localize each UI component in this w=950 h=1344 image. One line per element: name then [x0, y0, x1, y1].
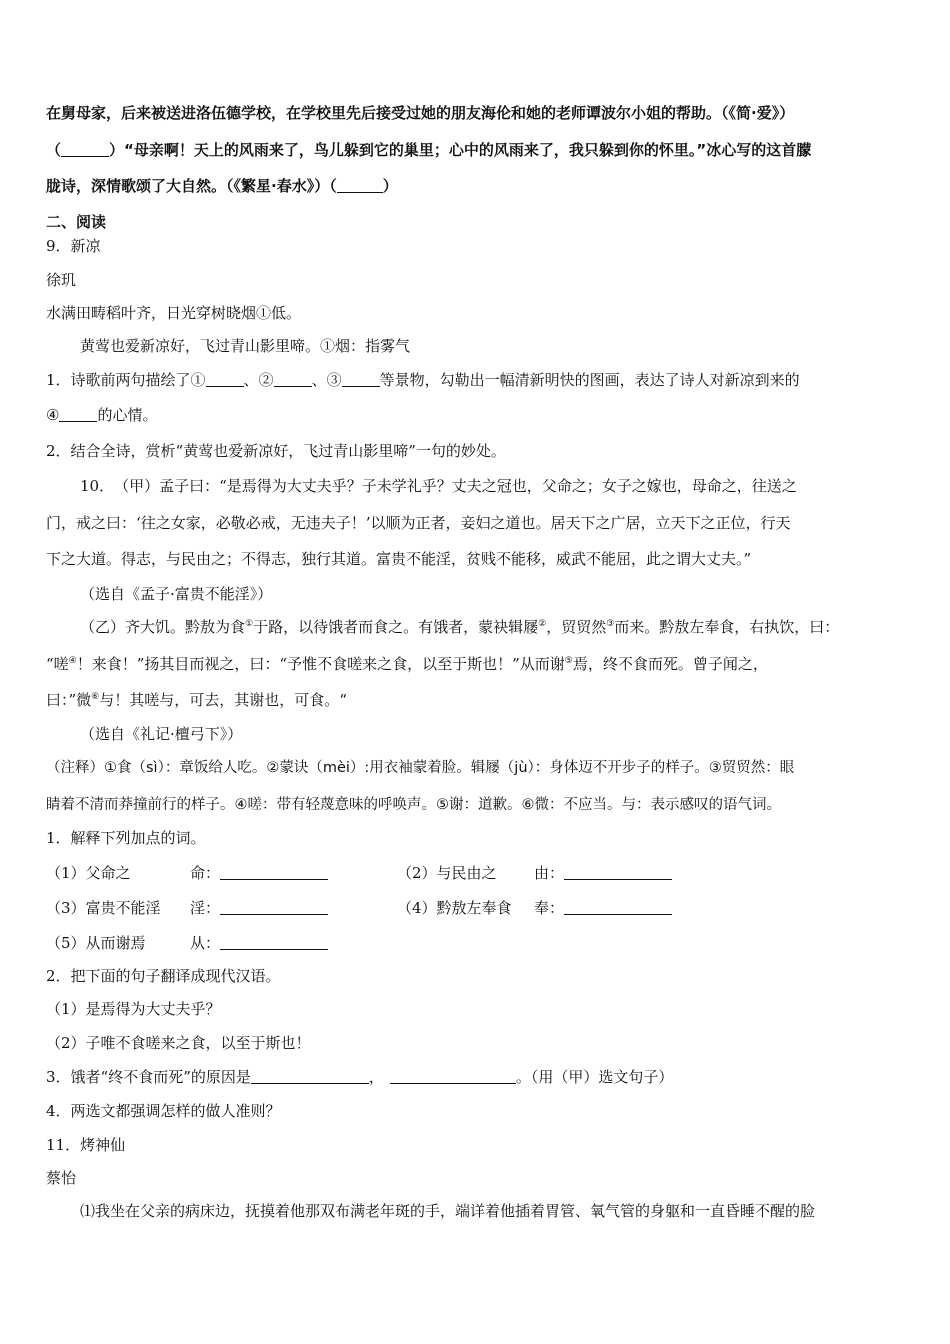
word-row	[46, 933, 886, 953]
text: ）“母亲啊！天上的风雨来了，鸟儿躲到它的巢里；心中的风雨来了，我只躲到你的怀里。”冰心写的这首朦	[109, 141, 812, 159]
answer-blank[interactable]	[220, 865, 328, 880]
word-answer	[534, 863, 672, 883]
answer-blank[interactable]	[390, 1069, 516, 1084]
footnote-mark: ②	[538, 619, 547, 629]
word-label: 从：	[190, 934, 221, 952]
word-item: （1）父命之	[46, 864, 131, 882]
word-item: （2）与民由之	[397, 864, 497, 882]
text: 胧诗，深情歌颂了大自然。（《繁星·春水》）（	[46, 177, 337, 195]
text: ！来食！”扬其目而视之，曰：“予惟不食嗟来之食，以至于斯也！”从而谢	[76, 655, 565, 673]
word-answer	[190, 933, 328, 953]
word-item: （5）从而谢焉	[46, 934, 146, 952]
footnote-mark: ⑤	[564, 656, 573, 666]
word-label: 淫：	[190, 899, 221, 917]
q10-yi-line2	[46, 654, 768, 674]
q10-note-line1: （注释）①食（sì）：章饭给人吃。②蒙诀（mèi）:用衣袖蒙着脸。辑屦（jù）：身体迈不开步子的样子。③贸贸然：眼	[46, 760, 795, 776]
q10-jia-line3: 下之大道。得志，与民由之；不得志，独行其道。富贵不能淫，贫贱不能移，威武不能屈，此之谓大丈夫。”	[46, 550, 752, 568]
text: 。（用（甲）选文句子）	[515, 1068, 674, 1086]
q10-yi-line3	[46, 690, 347, 710]
q9-poem-line2: 黄莺也爱新凉好，飞过青山影里啼。①烟：指雾气	[80, 337, 411, 355]
answer-blank[interactable]	[220, 900, 328, 915]
q9-author: 徐玑	[46, 271, 77, 289]
q10-yi-line1	[80, 617, 839, 637]
q10-note-line2: 睛着不清而莽撞前行的样子。④嗟：带有轻蔑意味的呼唤声。⑤谢：道歉。⑥微：不应当。与：表示感叹的语气词。	[46, 797, 781, 813]
text: 而来。黔敖左奉食，右执饮，曰：	[614, 618, 840, 636]
word-answer	[534, 898, 672, 918]
q9-title: 9．新凉	[46, 237, 101, 255]
footnote-mark: ①	[245, 619, 254, 629]
q10-sub1: 1．解释下列加点的词。	[46, 829, 206, 847]
section1-line1: 在舅母家，后来被送进洛伍德学校，在学校里先后接受过她的朋友海伦和她的老师谭波尔小姐的帮助。（《简·爱》）	[46, 104, 795, 122]
text: 于路，以待饿者而食之。有饿者，蒙袂辑屦	[253, 618, 539, 636]
answer-blank[interactable]	[342, 372, 380, 387]
q10-jia-line1: 10． （甲）孟子曰：“是焉得为大丈夫乎？子未学礼乎？丈夫之冠也，父命之；女子之嫁也，母命之，往送之	[80, 477, 797, 495]
answer-blank[interactable]	[251, 1069, 369, 1084]
q10-trans2: （2）子唯不食嗟来之食，以至于斯也！	[46, 1034, 311, 1052]
word-label: 奉：	[534, 899, 565, 917]
word-item: （3）富贵不能淫	[46, 899, 161, 917]
answer-blank[interactable]	[274, 372, 312, 387]
text: 等景物，勾勒出一幅清新明快的图画，表达了诗人对新凉到来的	[379, 371, 800, 389]
q9-sub2: 2．结合全诗，赏析“黄莺也爱新凉好，飞过青山影里啼”一句的妙处。	[46, 442, 506, 460]
answer-blank[interactable]	[59, 407, 97, 422]
answer-blank[interactable]	[220, 935, 328, 950]
answer-blank[interactable]	[61, 142, 109, 157]
footnote-mark: ⑥	[91, 692, 100, 702]
text: ）	[382, 177, 398, 195]
q10-yi-source: （选自《礼记·檀弓下》）	[80, 725, 243, 743]
q9-poem-line1: 水满田畴稻叶齐，日光穿树晓烟①低。	[46, 304, 302, 322]
q10-sub2: 2．把下面的句子翻译成现代汉语。	[46, 967, 281, 985]
word-label: 由：	[534, 864, 565, 882]
section1-line2	[46, 140, 811, 160]
word-item: （4）黔敖左奉食	[397, 899, 512, 917]
text: “嗟	[46, 655, 69, 673]
text: 与！其嗟与，可去，其谢也，可食。“	[99, 691, 347, 709]
text: 曰：”微	[46, 691, 92, 709]
answer-blank[interactable]	[337, 178, 383, 193]
text: ④	[46, 406, 60, 424]
q11-para1: ⑴我坐在父亲的病床边，抚摸着他那双布满老年斑的手，端详着他插着胃管、氧气管的身躯和一直昏睡不醒的脸	[80, 1202, 816, 1220]
q9-sub1-line1	[46, 370, 800, 390]
q10-trans1: （1）是焉得为大丈夫乎？	[46, 1000, 221, 1018]
text: （	[46, 141, 62, 159]
text: 焉，终不食而死。曾子闻之，	[572, 655, 768, 673]
q11-title: 11．烤神仙	[46, 1136, 126, 1154]
text: 、②	[243, 371, 274, 389]
text: 3．饿者“终不食而死”的原因是	[46, 1068, 251, 1086]
word-label: 命：	[190, 864, 221, 882]
q10-jia-line2: 门，戒之曰：‘往之女家，必敬必戒，无违夫子！’以顺为正者，妾妇之道也。居天下之广居，立天下之正位，行天	[46, 514, 791, 532]
q10-jia-source: （选自《孟子·富贵不能淫》）	[80, 585, 273, 603]
word-answer	[190, 898, 328, 918]
answer-blank[interactable]	[206, 372, 244, 387]
section1-line3	[46, 176, 398, 196]
word-row	[46, 898, 886, 918]
text: ，	[368, 1068, 384, 1086]
section2-heading: 二、阅读	[46, 213, 107, 231]
q9-sub1-line2	[46, 405, 157, 425]
q10-sub3	[46, 1067, 673, 1087]
q11-author: 蔡怡	[46, 1169, 77, 1187]
text: 的心情。	[97, 406, 158, 424]
footnote-mark: ④	[68, 656, 77, 666]
text: （乙）齐大饥。黔敖为食	[80, 618, 246, 636]
answer-blank[interactable]	[564, 900, 672, 915]
word-answer	[190, 863, 328, 883]
word-row	[46, 863, 886, 883]
footnote-mark: ③	[606, 619, 615, 629]
text: 、③	[311, 371, 342, 389]
q10-sub4: 4．两选文都强调怎样的做人准则？	[46, 1102, 281, 1120]
answer-blank[interactable]	[564, 865, 672, 880]
text: ，贸贸然	[546, 618, 607, 636]
text: 1．诗歌前两句描绘了①	[46, 371, 206, 389]
